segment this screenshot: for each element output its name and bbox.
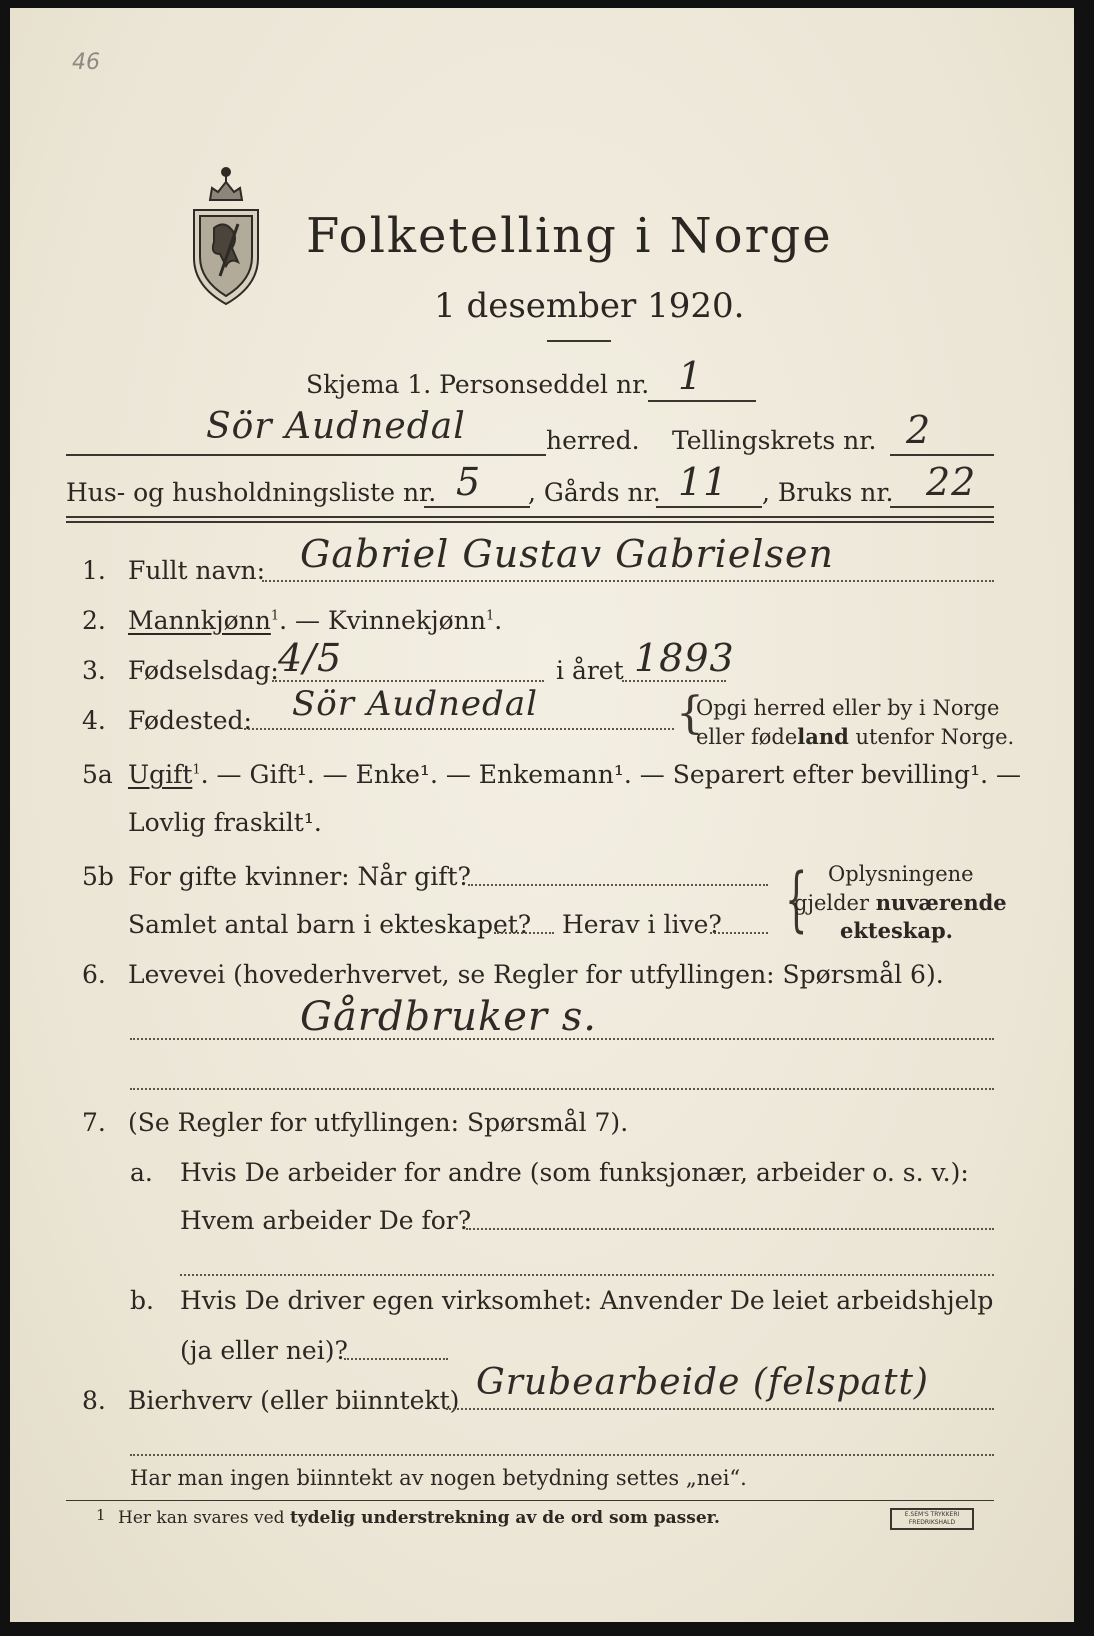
printer-stamp: E.SEM'S TRYKKERI FREDRIKSHALD — [890, 1508, 974, 1530]
q5b-alive-line — [710, 932, 768, 934]
hus-line — [424, 506, 530, 508]
q4-label: Fødested: — [128, 706, 252, 735]
q5b-when-line — [468, 884, 768, 886]
footnote-text: Her kan svares ved tydelig understrekning av de ord som passer. — [118, 1508, 720, 1528]
q7a-label: Hvis De arbeider for andre (som funksjonær, arbeider o. s. v.): — [180, 1158, 969, 1187]
q1-line — [262, 580, 994, 582]
q5a-ugift-option[interactable]: Ugift — [128, 760, 193, 789]
q7a-employer-line — [466, 1228, 994, 1230]
q3-birth-date[interactable]: 4/5 — [278, 636, 343, 680]
q6-occupation[interactable]: Gårdbruker s. — [300, 994, 598, 1040]
q7b-yesno-line — [344, 1358, 448, 1360]
footer-rule — [66, 1500, 994, 1501]
skjema-label: Skjema 1. Personseddel nr. — [306, 370, 650, 399]
q5b-note-line1: Oplysningene — [828, 862, 974, 886]
q4-note-line1: Opgi herred eller by i Norge — [696, 696, 1000, 720]
footnote-marker: 1 — [96, 1506, 106, 1524]
q5b-children-line — [494, 932, 554, 934]
q3-year-line — [622, 680, 726, 682]
census-date: 1 desember 1920. — [434, 286, 745, 326]
pencil-archive-number: 46 — [72, 50, 100, 75]
q4-brace: { — [676, 688, 704, 739]
q3-date-line — [272, 680, 544, 682]
q5b-number: 5b — [82, 862, 114, 891]
q7b-yesno-label: (ja eller nei)? — [180, 1336, 348, 1365]
q5b-note-line3: ekteskap. — [840, 918, 953, 943]
gards-line — [656, 506, 762, 508]
q5b-children-label: Samlet antal barn i ekteskapet? — [128, 910, 532, 939]
tellingskrets-number[interactable]: 2 — [906, 408, 932, 452]
q8-note: Har man ingen biinntekt av nogen betydning settes „nei“. — [130, 1466, 747, 1490]
q4-number: 4. — [82, 706, 106, 735]
census-form-page — [10, 8, 1074, 1622]
q5a-number: 5a — [82, 760, 113, 789]
q5b-note-line2: gjelder nuværende — [794, 890, 1007, 915]
hus-number[interactable]: 5 — [456, 460, 482, 504]
q4-birthplace[interactable]: Sör Audnedal — [292, 684, 538, 724]
q1-label: Fullt navn: — [128, 556, 266, 585]
bruks-label: , Bruks nr. — [762, 478, 894, 507]
coat-of-arms-icon — [180, 158, 272, 308]
q3-birth-year[interactable]: 1893 — [634, 636, 735, 680]
form-title: Folketelling i Norge — [306, 208, 833, 264]
q3-year-label: i året — [556, 656, 624, 685]
q2-options: Mannkjønn$^1$. — Kvinnekjønn$^1$. — [128, 606, 503, 635]
q6-number: 6. — [82, 960, 106, 989]
bruks-line — [890, 506, 994, 508]
q7b-number: b. — [130, 1286, 154, 1315]
header-double-rule — [66, 516, 994, 523]
q6-label: Levevei (hovederhvervet, se Regler for utfyllingen: Spørsmål 6). — [128, 960, 944, 989]
q4-line — [244, 728, 674, 730]
gards-number[interactable]: 11 — [678, 460, 729, 504]
hus-label: Hus- og husholdningsliste nr. — [66, 478, 437, 507]
q7-label: (Se Regler for utfyllingen: Spørsmål 7). — [128, 1108, 629, 1137]
q8-label: Bierhverv (eller biinntekt) — [128, 1386, 460, 1415]
q7a-number: a. — [130, 1158, 153, 1187]
q5a-line2[interactable]: Lovlig fraskilt¹. — [128, 808, 322, 837]
personseddel-line — [648, 400, 756, 402]
q5a-options: Ugift$^1$. — Gift¹. — Enke¹. — Enkemann¹. — Separert efter bevilling¹. — — [128, 760, 1021, 789]
q5b-alive-label: Herav i live? — [562, 910, 722, 939]
q3-label: Fødselsdag: — [128, 656, 279, 685]
q7b-label: Hvis De driver egen virksomhet: Anvender De leiet arbeidshjelp — [180, 1286, 994, 1315]
q5b-brace: { — [785, 858, 808, 940]
herred-label: herred. — [546, 426, 640, 455]
q2-female-option[interactable]: Kvinnekjønn — [327, 606, 486, 635]
herred-value[interactable]: Sör Audnedal — [206, 406, 466, 447]
q8-line1 — [446, 1408, 994, 1410]
q2-male-option[interactable]: Mannkjønn — [128, 606, 271, 635]
personseddel-number[interactable]: 1 — [678, 354, 704, 398]
q1-number: 1. — [82, 556, 106, 585]
q4-note-line2: eller fødeland utenfor Norge. — [696, 724, 1015, 749]
q7-number: 7. — [82, 1108, 106, 1137]
q7a-employer-label: Hvem arbeider De for? — [180, 1206, 472, 1235]
q5b-when-married: For gifte kvinner: Når gift? — [128, 862, 471, 891]
tellingskrets-line — [890, 454, 994, 456]
gards-label: , Gårds nr. — [528, 478, 661, 507]
title-divider — [547, 340, 611, 342]
q3-number: 3. — [82, 656, 106, 685]
tellingskrets-label: Tellingskrets nr. — [672, 426, 877, 455]
herred-line — [66, 454, 546, 456]
q2-number: 2. — [82, 606, 106, 635]
q6-line1 — [130, 1038, 994, 1040]
bruks-number[interactable]: 22 — [926, 460, 977, 504]
q8-number: 8. — [82, 1386, 106, 1415]
q1-full-name[interactable]: Gabriel Gustav Gabrielsen — [300, 532, 834, 576]
q7a-employer-line2 — [180, 1274, 994, 1276]
q6-line2 — [130, 1088, 994, 1090]
q8-line2 — [130, 1454, 994, 1456]
q8-side-income[interactable]: Grubearbeide (felspatt) — [476, 1362, 929, 1403]
